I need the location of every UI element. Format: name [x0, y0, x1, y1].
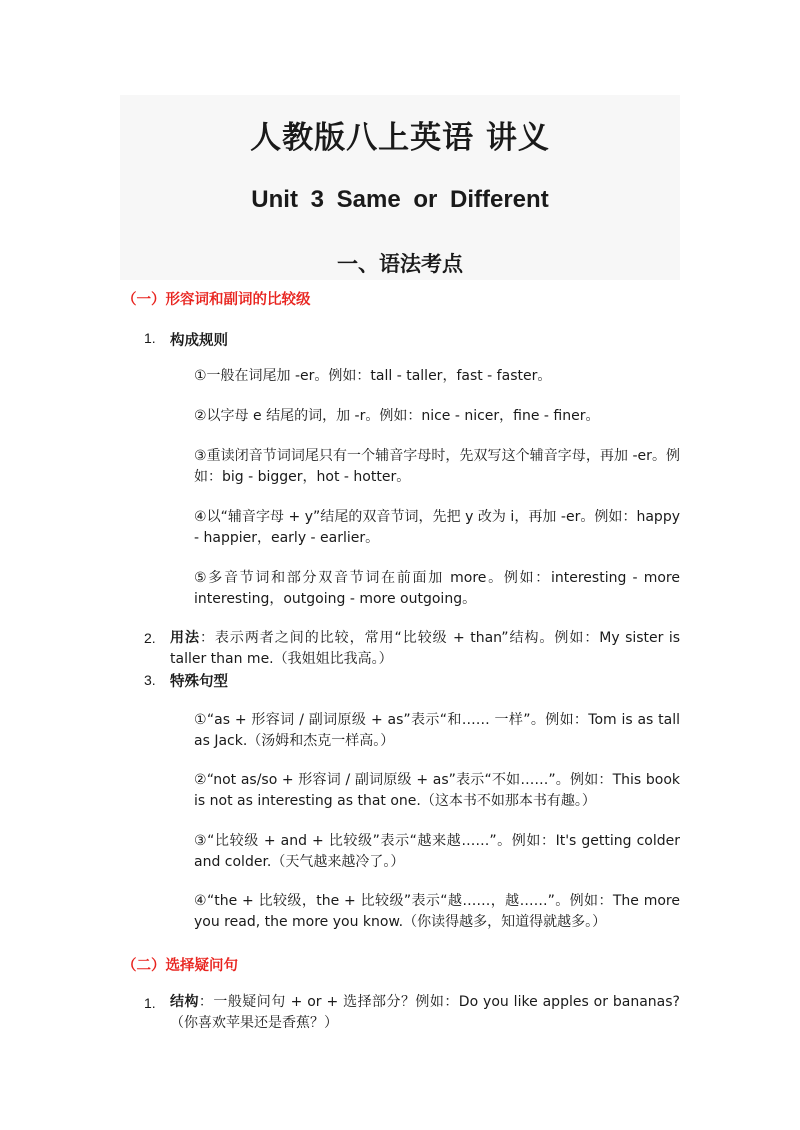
main-title: 人教版八上英语 讲义 — [250, 120, 550, 156]
subsection-heading-alternative-questions: （二）选择疑问句 — [122, 958, 238, 974]
rule-1: ①一般在词尾加 -er。例如：tall - taller，fast - faster。 — [194, 368, 552, 384]
section-title: 一、语法考点 — [337, 252, 463, 276]
usage-paragraph — [170, 628, 680, 670]
unit-title: Unit 3 Same or Different — [251, 186, 549, 213]
usage-label: 用法 — [170, 630, 200, 646]
pattern-4: ④“the + 比较级，the + 比较级”表示“越……，越……”。例如：The more you read, the more you know.（你读得越多，知道得就越多。） — [194, 893, 680, 930]
structure-text: ：一般疑问句 + or + 选择部分？例如：Do you like apples or bananas?（你喜欢苹果还是香蕉？） — [170, 994, 680, 1031]
rule-5: ⑤多音节词和部分双音节词在前面加 more。例如：interesting - more interesting，outgoing - more outgoing。 — [194, 570, 680, 607]
rule-2: ②以字母 e 结尾的词，加 -r。例如：nice - nicer，fine - finer。 — [194, 408, 600, 424]
item-number: 3. — [144, 672, 156, 688]
structure-paragraph — [170, 992, 680, 1034]
item-title-patterns: 特殊句型 — [170, 674, 228, 690]
item-title-rules: 构成规则 — [170, 333, 228, 349]
structure-label: 结构 — [170, 994, 199, 1010]
pattern-3: ③“比较级 + and + 比较级”表示“越来越……”。例如：It's getting colder and colder.（天气越来越冷了。） — [194, 833, 680, 870]
rule-4: ④以“辅音字母 + y”结尾的双音节词，先把 y 改为 i，再加 -er。例如：happy - happier，early - earlier。 — [194, 509, 680, 546]
item-number: 1. — [144, 330, 156, 346]
item-number: 1. — [144, 995, 156, 1011]
subsection-heading-comparatives: （一）形容词和副词的比较级 — [122, 292, 311, 308]
pattern-1: ①“as + 形容词 / 副词原级 + as”表示“和…… 一样”。例如：Tom is as tall as Jack.（汤姆和杰克一样高。） — [194, 712, 680, 749]
pattern-2: ②“not as/so + 形容词 / 副词原级 + as”表示“不如……”。例如：This book is not as interesting as that one.（这本书不如那本书有趣。） — [194, 772, 680, 809]
item-number: 2. — [144, 630, 156, 646]
usage-text: ：表示两者之间的比较，常用“比较级 + than”结构。例如：My sister is taller than me.（我姐姐比我高。） — [170, 630, 681, 667]
rule-3: ③重读闭音节词词尾只有一个辅音字母时，先双写这个辅音字母，再加 -er。例如：big - bigger，hot - hotter。 — [194, 448, 680, 485]
